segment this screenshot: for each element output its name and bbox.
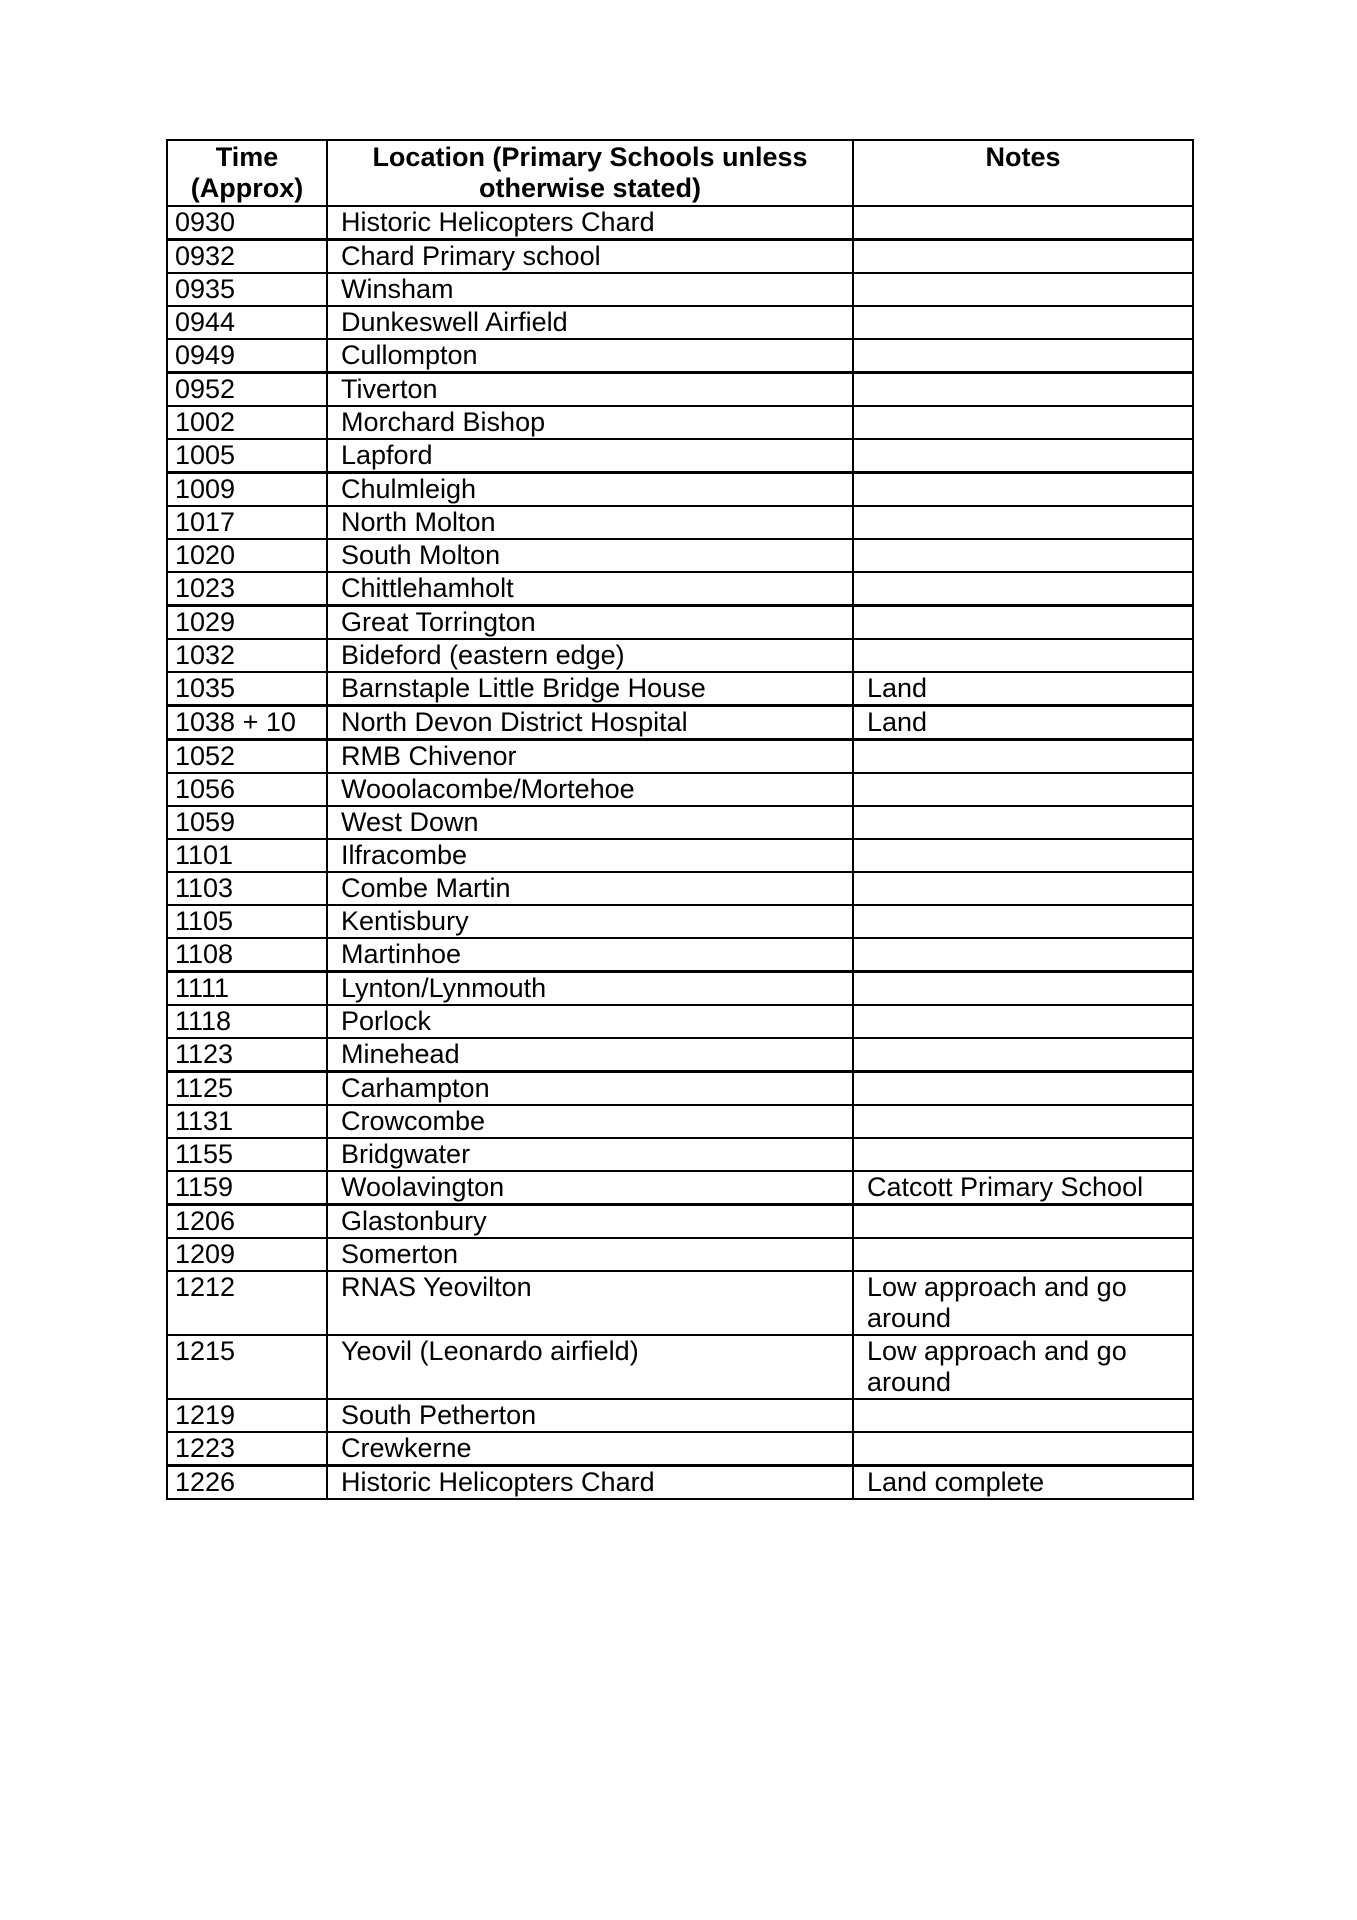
location-cell: Historic Helicopters Chard [327, 206, 853, 240]
location-cell: Minehead [327, 1038, 853, 1072]
table-row [167, 806, 1193, 839]
col-header-notes: Notes [853, 140, 1193, 206]
time-cell: 1029 [167, 606, 327, 640]
time-cell: 0944 [167, 306, 327, 339]
location-cell: Chittlehamholt [327, 572, 853, 606]
notes-cell [853, 206, 1193, 240]
notes-cell [853, 938, 1193, 972]
notes-cell [853, 872, 1193, 905]
table-row [167, 872, 1193, 905]
table-row [167, 606, 1193, 640]
table-row [167, 972, 1193, 1006]
time-cell: 0930 [167, 206, 327, 240]
table-row [167, 706, 1193, 740]
location-cell: Crewkerne [327, 1432, 853, 1466]
table-row [167, 306, 1193, 339]
location-cell: North Devon District Hospital [327, 706, 853, 740]
notes-cell [853, 306, 1193, 339]
notes-cell [853, 406, 1193, 439]
location-cell: Martinhoe [327, 938, 853, 972]
table-row [167, 473, 1193, 507]
notes-cell [853, 740, 1193, 774]
table-row [167, 1105, 1193, 1138]
location-cell: Dunkeswell Airfield [327, 306, 853, 339]
notes-cell [853, 1005, 1193, 1038]
header-row [167, 140, 1193, 206]
table-row [167, 206, 1193, 240]
time-cell: 1215 [167, 1335, 327, 1399]
time-cell: 1002 [167, 406, 327, 439]
location-cell: Bridgwater [327, 1138, 853, 1171]
location-cell: Chard Primary school [327, 240, 853, 274]
time-cell: 1038 + 10 [167, 706, 327, 740]
time-cell: 1052 [167, 740, 327, 774]
location-cell: Morchard Bishop [327, 406, 853, 439]
notes-cell [853, 839, 1193, 872]
time-cell: 0952 [167, 373, 327, 407]
table-row [167, 406, 1193, 439]
location-cell: Barnstaple Little Bridge House [327, 672, 853, 706]
notes-cell [853, 1105, 1193, 1138]
time-cell: 0949 [167, 339, 327, 373]
table-row [167, 672, 1193, 706]
notes-cell [853, 806, 1193, 839]
table-row [167, 1399, 1193, 1432]
notes-cell: Low approach and go around [853, 1335, 1193, 1399]
table-row [167, 1466, 1193, 1500]
location-cell: Winsham [327, 273, 853, 306]
time-cell: 1125 [167, 1072, 327, 1106]
table-row [167, 1038, 1193, 1072]
location-cell: Somerton [327, 1238, 853, 1271]
location-cell: Ilfracombe [327, 839, 853, 872]
time-cell: 1159 [167, 1171, 327, 1205]
notes-cell [853, 639, 1193, 672]
table-row [167, 339, 1193, 373]
table-row [167, 572, 1193, 606]
time-cell: 1105 [167, 905, 327, 938]
location-cell: RNAS Yeovilton [327, 1271, 853, 1335]
location-cell: Lynton/Lynmouth [327, 972, 853, 1006]
time-cell: 1103 [167, 872, 327, 905]
table-row [167, 1138, 1193, 1171]
table-row [167, 539, 1193, 572]
notes-cell [853, 240, 1193, 274]
location-cell: Cullompton [327, 339, 853, 373]
notes-cell [853, 1038, 1193, 1072]
notes-cell [853, 1205, 1193, 1239]
location-cell: Wooolacombe/Mortehoe [327, 773, 853, 806]
location-cell: Carhampton [327, 1072, 853, 1106]
table-row [167, 1238, 1193, 1271]
table-row [167, 240, 1193, 274]
time-cell: 1209 [167, 1238, 327, 1271]
time-cell: 0935 [167, 273, 327, 306]
notes-cell [853, 1138, 1193, 1171]
time-cell: 1020 [167, 539, 327, 572]
table-row [167, 740, 1193, 774]
location-cell: Chulmleigh [327, 473, 853, 507]
location-cell: North Molton [327, 506, 853, 539]
time-cell: 1032 [167, 639, 327, 672]
location-cell: Glastonbury [327, 1205, 853, 1239]
location-cell: Yeovil (Leonardo airfield) [327, 1335, 853, 1399]
table-row [167, 273, 1193, 306]
notes-cell [853, 373, 1193, 407]
location-cell: Tiverton [327, 373, 853, 407]
time-cell: 1219 [167, 1399, 327, 1432]
notes-cell [853, 339, 1193, 373]
col-header-location-line1: Location (Primary Schools unless [372, 142, 808, 172]
location-cell: Woolavington [327, 1171, 853, 1205]
location-cell: Lapford [327, 439, 853, 473]
table-row [167, 1171, 1193, 1205]
location-cell: Bideford (eastern edge) [327, 639, 853, 672]
table-row [167, 1205, 1193, 1239]
table-row [167, 773, 1193, 806]
time-cell: 1118 [167, 1005, 327, 1038]
location-cell: Historic Helicopters Chard [327, 1466, 853, 1500]
notes-cell [853, 1072, 1193, 1106]
time-cell: 1101 [167, 839, 327, 872]
notes-cell [853, 606, 1193, 640]
location-cell: South Molton [327, 539, 853, 572]
time-cell: 1226 [167, 1466, 327, 1500]
time-cell: 1035 [167, 672, 327, 706]
location-cell: Kentisbury [327, 905, 853, 938]
table-row [167, 1271, 1193, 1335]
time-cell: 1212 [167, 1271, 327, 1335]
col-header-location [327, 140, 853, 206]
time-cell: 1155 [167, 1138, 327, 1171]
itinerary-table [166, 139, 1194, 1500]
time-cell: 1223 [167, 1432, 327, 1466]
table-row [167, 439, 1193, 473]
notes-cell: Land [853, 672, 1193, 706]
notes-cell [853, 905, 1193, 938]
location-cell: West Down [327, 806, 853, 839]
notes-cell: Catcott Primary School [853, 1171, 1193, 1205]
table-row [167, 1335, 1193, 1399]
table-row [167, 373, 1193, 407]
col-header-time [167, 140, 327, 206]
table-row [167, 1432, 1193, 1466]
table-row [167, 639, 1193, 672]
table-row [167, 1072, 1193, 1106]
location-cell: Crowcombe [327, 1105, 853, 1138]
notes-cell: Land [853, 706, 1193, 740]
time-cell: 1131 [167, 1105, 327, 1138]
table-row [167, 839, 1193, 872]
notes-cell [853, 506, 1193, 539]
time-cell: 1005 [167, 439, 327, 473]
time-cell: 1059 [167, 806, 327, 839]
notes-cell [853, 773, 1193, 806]
table-header [167, 140, 1193, 206]
notes-cell [853, 1238, 1193, 1271]
notes-cell [853, 273, 1193, 306]
itinerary-table-body [167, 206, 1193, 1499]
notes-cell [853, 539, 1193, 572]
time-cell: 1017 [167, 506, 327, 539]
notes-cell [853, 972, 1193, 1006]
time-cell: 1123 [167, 1038, 327, 1072]
time-cell: 1111 [167, 972, 327, 1006]
time-cell: 1206 [167, 1205, 327, 1239]
table-row [167, 1005, 1193, 1038]
location-cell: RMB Chivenor [327, 740, 853, 774]
col-header-time-line1: Time [215, 142, 279, 172]
col-header-location-line2: otherwise stated) [478, 173, 702, 203]
time-cell: 0932 [167, 240, 327, 274]
time-cell: 1108 [167, 938, 327, 972]
time-cell: 1009 [167, 473, 327, 507]
notes-cell [853, 1399, 1193, 1432]
notes-cell [853, 572, 1193, 606]
notes-cell [853, 473, 1193, 507]
table-row [167, 905, 1193, 938]
location-cell: Great Torrington [327, 606, 853, 640]
notes-cell [853, 439, 1193, 473]
col-header-time-line2: (Approx) [190, 173, 304, 203]
location-cell: Porlock [327, 1005, 853, 1038]
notes-cell: Low approach and go around [853, 1271, 1193, 1335]
notes-cell [853, 1432, 1193, 1466]
time-cell: 1056 [167, 773, 327, 806]
table-row [167, 938, 1193, 972]
notes-cell: Land complete [853, 1466, 1193, 1500]
location-cell: Combe Martin [327, 872, 853, 905]
table-row [167, 506, 1193, 539]
location-cell: South Petherton [327, 1399, 853, 1432]
time-cell: 1023 [167, 572, 327, 606]
